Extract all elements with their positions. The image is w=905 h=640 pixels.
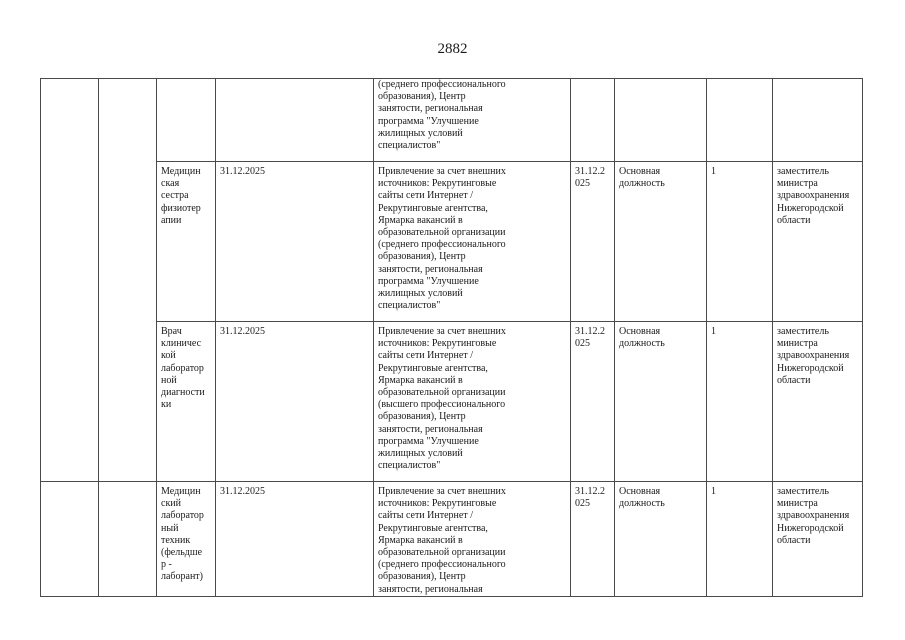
- method-cell: (среднего профессионального образования), Центр занятости, региональная программа "Улучшение жилищных условий специалистов": [374, 79, 571, 162]
- position-cell: Врач клиничес кой лаборатор ной диагности ки: [157, 322, 216, 482]
- responsible-cell: [773, 79, 863, 162]
- position-cell: [157, 79, 216, 162]
- count-cell: 1: [707, 322, 773, 482]
- deadline-cell: 31.12.2025: [216, 322, 374, 482]
- count-cell: 1: [707, 482, 773, 597]
- empty-cell: [41, 79, 99, 482]
- deadline-cell: [216, 79, 374, 162]
- empty-cell: [99, 79, 157, 482]
- vacancy-table: [40, 78, 863, 597]
- table-row: [41, 79, 863, 162]
- responsible-cell: заместитель министра здравоохранения Нижегородской области: [773, 162, 863, 322]
- method-cell: Привлечение за счет внешних источников: Рекрутинговые сайты сети Интернет / Рекрутинговые агентства, Ярмарка вакансий в образовательной организации (среднего профессионального образования), Центр занятости, региональная программа "Улучшение жилищных условий специалистов": [374, 162, 571, 322]
- responsible-cell: заместитель министра здравоохранения Нижегородской области: [773, 482, 863, 597]
- deadline-cell: 31.12.2025: [216, 482, 374, 597]
- empty-cell: [41, 482, 99, 597]
- date-cell: 31.12.2 025: [571, 482, 615, 597]
- type-cell: Основная должность: [615, 322, 707, 482]
- count-cell: [707, 79, 773, 162]
- method-cell: Привлечение за счет внешних источников: Рекрутинговые сайты сети Интернет / Рекрутинговые агентства, Ярмарка вакансий в образовательной организации (высшего профессионального образования), Центр занятости, региональная программа "Улучшение жилищных условий специалистов": [374, 322, 571, 482]
- table-row: [41, 162, 863, 322]
- deadline-cell: 31.12.2025: [216, 162, 374, 322]
- date-cell: [571, 79, 615, 162]
- count-cell: 1: [707, 162, 773, 322]
- date-cell: 31.12.2 025: [571, 162, 615, 322]
- responsible-cell: заместитель министра здравоохранения Нижегородской области: [773, 322, 863, 482]
- page-number: 2882: [437, 41, 468, 57]
- table-row: [41, 482, 863, 597]
- date-cell: 31.12.2 025: [571, 322, 615, 482]
- empty-cell: [99, 482, 157, 597]
- type-cell: [615, 79, 707, 162]
- table-row: [41, 322, 863, 482]
- type-cell: Основная должность: [615, 482, 707, 597]
- position-cell: Медицин ская сестра физиотер апии: [157, 162, 216, 322]
- method-cell: Привлечение за счет внешних источников: Рекрутинговые сайты сети Интернет / Рекрутинговые агентства, Ярмарка вакансий в образовательной организации (среднего профессионального образования), Центр занятости, региональная: [374, 482, 571, 597]
- type-cell: Основная должность: [615, 162, 707, 322]
- position-cell: Медицин ский лаборатор ный техник (фельдше р - лаборант): [157, 482, 216, 597]
